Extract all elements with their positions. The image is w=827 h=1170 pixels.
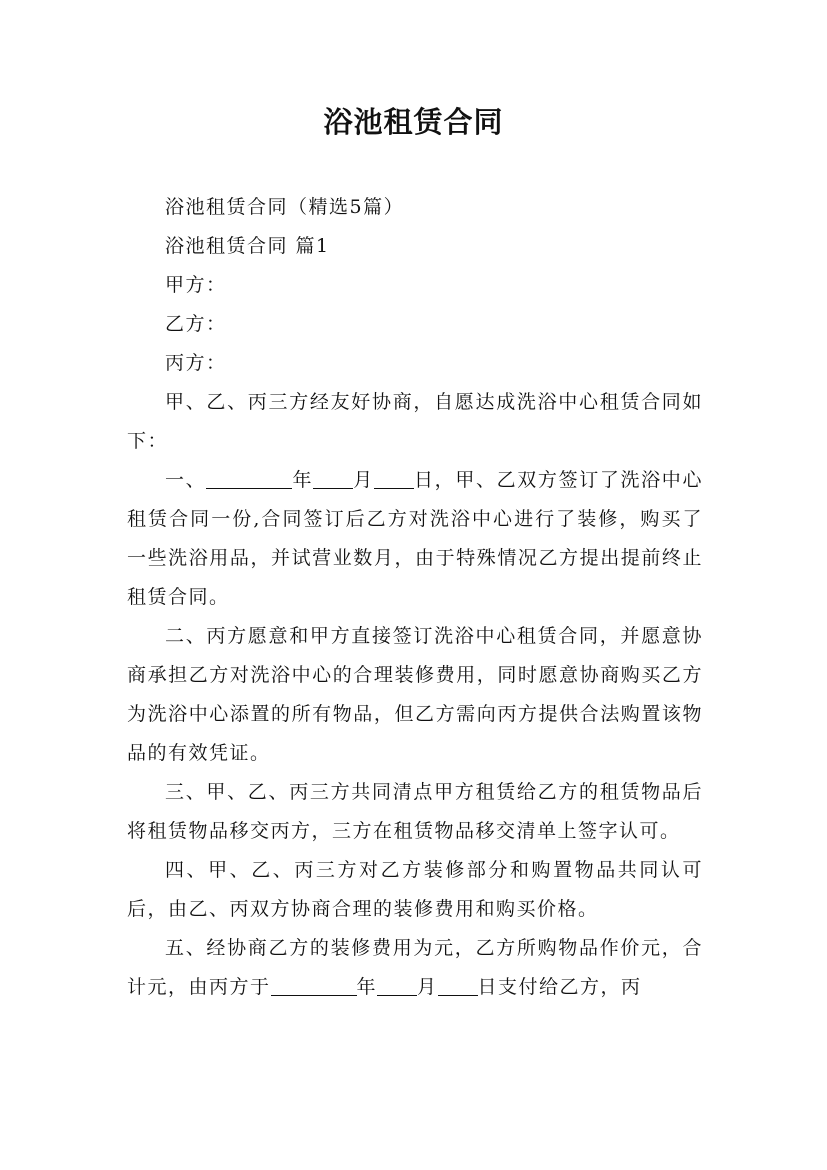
payment-month-blank	[377, 973, 417, 996]
clause-3: 三、甲、乙、丙三方共同清点甲方租赁给乙方的租赁物品后将租赁物品移交丙方，三方在租赁物品移交清单上签字认可。	[127, 781, 703, 842]
party-b-line: 乙方：	[165, 313, 227, 335]
clause-1-text: 日，甲、乙双方签订了洗浴中心租赁合同一份,合同签订后乙方对洗浴中心进行了装修，购买了一些洗浴用品，并试营业数月，由于特殊情况乙方提出提前终止租赁合同。	[127, 469, 703, 608]
clause-5	[127, 929, 703, 1007]
clause-1	[127, 461, 703, 617]
party-a-line: 甲方：	[165, 274, 227, 296]
year-blank	[206, 466, 292, 489]
party-c-line: 丙方：	[165, 352, 227, 374]
payment-year-label: 年	[356, 976, 378, 998]
document-title: 浴池租赁合同	[323, 105, 504, 139]
clause-5-text-before: 五、经协商乙方的装修费用为元，乙方所购物品作价元，合计元，由丙方于	[127, 937, 703, 998]
section-heading: 浴池租赁合同 篇1	[165, 235, 330, 257]
payment-day-blank	[438, 973, 478, 996]
intro-paragraph: 甲、乙、丙三方经友好协商，自愿达成洗浴中心租赁合同如下：	[127, 391, 703, 452]
document-body	[127, 188, 703, 1007]
month-blank	[313, 466, 353, 489]
day-blank	[374, 466, 414, 489]
clause-1-prefix: 一、	[165, 469, 207, 491]
payment-year-blank	[271, 973, 357, 996]
payment-month-label: 月	[417, 976, 438, 998]
subtitle-line: 浴池租赁合同（精选5篇）	[165, 196, 405, 218]
clause-5-text-after: 日支付给乙方，丙	[477, 976, 642, 998]
year-label: 年	[292, 469, 314, 491]
clause-2: 二、丙方愿意和甲方直接签订洗浴中心租赁合同，并愿意协商承担乙方对洗浴中心的合理装修费用，同时愿意协商购买乙方为洗浴中心添置的所有物品，但乙方需向丙方提供合法购置该物品的有效凭证。	[127, 625, 703, 764]
clause-4: 四、甲、乙、丙三方对乙方装修部分和购置物品共同认可后，由乙、丙双方协商合理的装修费用和购买价格。	[127, 859, 703, 920]
month-label: 月	[353, 469, 374, 491]
